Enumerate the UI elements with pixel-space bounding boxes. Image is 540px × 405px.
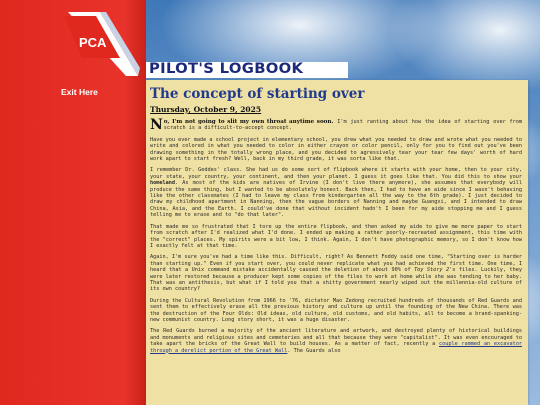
toy-story-title: Toy Story 2 bbox=[414, 267, 450, 274]
post-title: The concept of starting over bbox=[150, 86, 365, 102]
paragraph-1-text: I'm just ranting about how the idea of starting over from scratch is a difficult-to-accept concept. bbox=[163, 119, 522, 132]
paragraph-1 bbox=[150, 119, 522, 132]
paragraph-6: During the Cultural Revolution from 1966 to '76, dictator Mao Zedong recruited hundreds of thousands of Red Guards and sent them to effectively erase all the previous history and culture up until the founding of the New China. There was the destruction of the Four Olds: Old ideas, old culture, old customs, and old habits, all to become a brand-spanking-new communist country. Long story short, it was a huge disaster. bbox=[150, 297, 522, 323]
pca-logo[interactable] bbox=[60, 10, 140, 80]
paragraph-2: Have you ever made a school project in elementary school, you drew what you needed to draw and wrote what you needed to write and colored in what you needed to color in either crayon or color pencil, only for you to find out you've been drawing something in the totally wrong place, and you decided to agressively tear your tear few days' worth of hard work apart to start fresh? Well, back in my third grade, it was sorta like that. bbox=[150, 136, 522, 163]
paragraph-4: That made me so frustrated that I tore up the entire flipbook, and then asked my aide to give me more paper to start from scratch after I'd realized what I'd done. I ended up making a rather poorly-recreated assignment, this time with the "correct" places. My spirits were a bit low, I think. Again, I don't have photographic memory, so I don't know how I exactly felt at that time. bbox=[150, 223, 522, 249]
exit-link[interactable]: Exit Here bbox=[61, 87, 98, 97]
post-date: Thursday, October 9, 2025 bbox=[150, 105, 262, 114]
paragraph-5 bbox=[150, 254, 522, 292]
great-wall-article-link[interactable]: couple rammed an excavator through a derelict portion of the Great Wall bbox=[150, 341, 523, 354]
sidebar bbox=[0, 0, 146, 405]
lede-sentence: o, I'm not going to slit my own throat anytime soon. bbox=[163, 119, 334, 125]
masthead bbox=[146, 62, 348, 78]
paragraph-5-text-b: 's files. Luckily, they were later restored because a producer kept some copies of the files to work at home while she was tending to her baby. That was an antithesis, but what if I told you that a shitty government nearly wiped out the millennia-old culture of its own country? bbox=[150, 267, 522, 293]
paragraph-3-text-b: . As most of the kids are natives of Irvine (I don't live there anymore), she assumes that everybody will produce the same thing, but I wanted to be absolutely honest. Back then, I had to have an aide since I wasn't behaving like the other classmates (I had to leave my class from kindergarten all the way to the 6th grade). I just decided to draw my childhood apartment in Nanning, then the vague borders of Nanning and maybe Guangxi, and I intended to draw China, Asia, and the Earth. I could've done that without incident hadn't I been for my aide stopping me and I guess telling me to erase and to "do that later". bbox=[150, 180, 522, 219]
homeland-emphasis: homeland bbox=[150, 180, 175, 187]
airplane-tail-logo-icon bbox=[60, 10, 140, 80]
paragraph-5-text-a: Again, I'm sure you've had a time like this. Difficult, right? As Bennett Foddy said one time, "Starting over is harder than starting up." Even if you start over, you could never replicate what you had achieved the first time. One time, I heard that a Unix command mistake accidentally caused the deletion of about 90% of bbox=[150, 254, 522, 274]
site-title: PILOT'S LOGBOOK bbox=[149, 61, 304, 77]
post bbox=[146, 80, 528, 354]
drop-cap: N bbox=[150, 117, 163, 133]
paragraph-3-text-a: I remember Dr. Geddes' class. She had us do some sort of flipbook where it starts with your home, then to your city, your state, your country, your continent, and then your planet. I guess it goes like that. You did this to show your bbox=[150, 167, 522, 180]
paragraph-7-text-b: . The Guards also bbox=[287, 347, 341, 354]
blog-content[interactable] bbox=[146, 80, 528, 405]
paragraph-7-text-a: The Red Guards burned a majority of the ancient literature and artwork, and destroyed plenty of historical buildings and monuments and religious sites and cemeteries and all that because they were "capitalist". It was even encouraged to take apart the bricks of the Great Wall to build houses. As a matter of fact, recently a bbox=[150, 328, 522, 348]
paragraph-7 bbox=[150, 328, 522, 354]
paragraph-3 bbox=[150, 167, 522, 218]
logo-text: PCA bbox=[79, 35, 107, 50]
